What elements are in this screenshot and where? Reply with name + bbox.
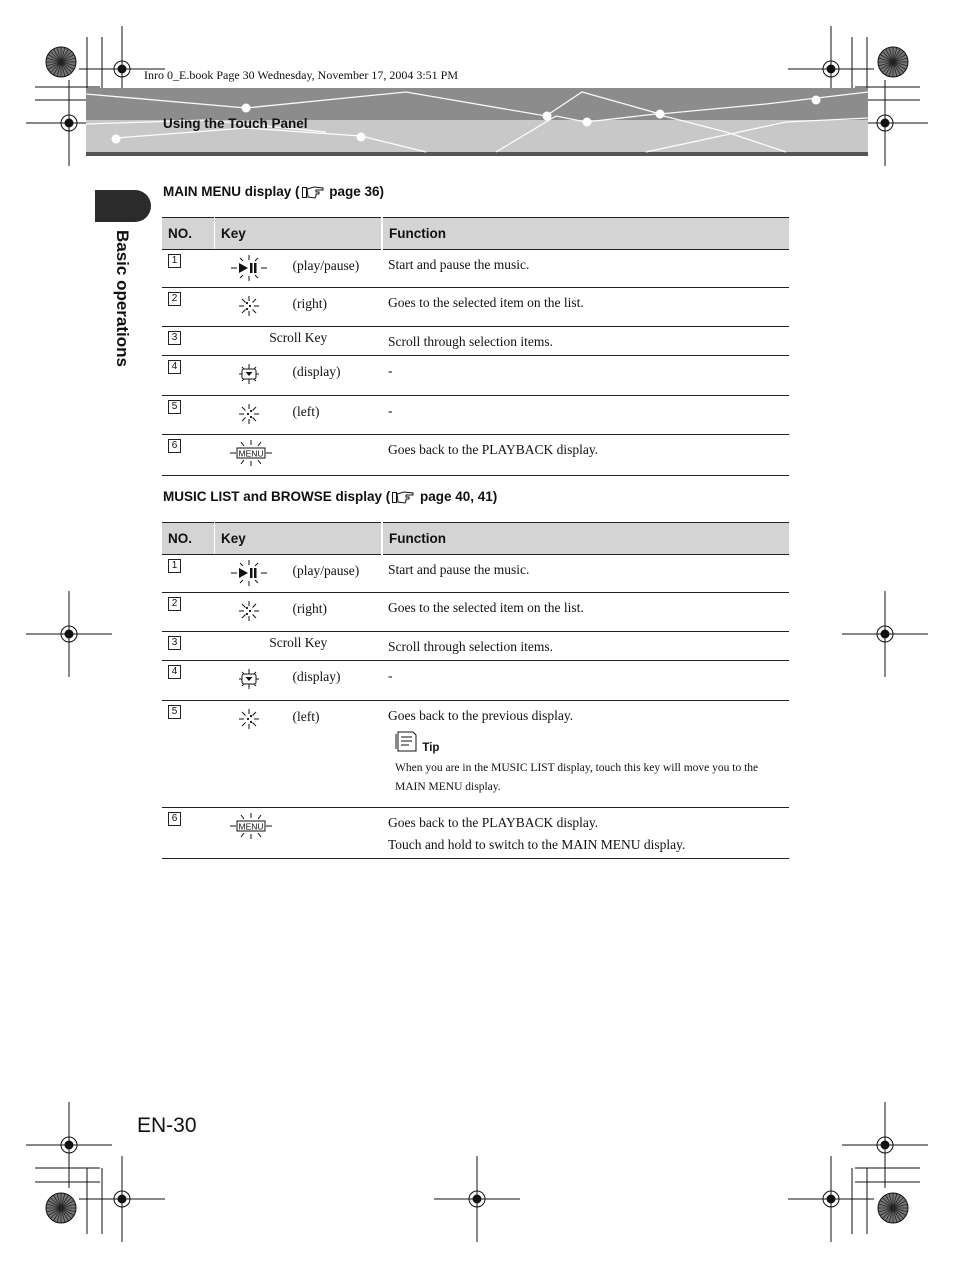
header-key: Key [215,218,383,250]
table-row [162,632,789,661]
key-cell [215,250,383,288]
right-arrow-icon [229,292,269,324]
table-row [162,396,789,435]
row-number: 3 [168,331,181,345]
function-cell [382,555,789,593]
registration-target [79,1156,165,1242]
function-text: Goes back to the previous display. [388,708,574,723]
function-text: - [388,668,393,683]
function-cell [382,701,789,808]
registration-target [26,1102,112,1188]
function-cell [382,288,789,327]
key-cell [215,632,383,661]
row-number-cell [162,356,215,396]
table-row [162,593,789,632]
row-number-cell [162,250,215,288]
left-arrow-icon [229,400,269,432]
function-text: Scroll through selection items. [388,639,553,654]
row-number-cell [162,593,215,632]
key-cell [215,356,383,396]
key-cell [215,661,383,701]
registration-target [26,591,112,677]
row-number: 2 [168,597,181,611]
row-number: 5 [168,400,181,414]
display-icon [229,665,269,697]
color-bar-starburst [46,1193,76,1223]
header-function: Function [382,218,789,250]
key-cell [215,396,383,435]
key-label: (right) [292,601,327,616]
table-row [162,555,789,593]
section-title: Using the Touch Panel [163,116,308,131]
table2-heading-suffix: page 40, 41) [416,489,498,504]
table2-heading-prefix: MUSIC LIST and BROWSE display ( [163,489,391,504]
row-number-cell [162,661,215,701]
display-icon [229,360,269,392]
key-label: (right) [292,296,327,311]
key-cell [215,808,383,859]
key-label: Scroll Key [269,330,328,345]
row-number: 5 [168,705,181,719]
key-label: (display) [292,669,341,684]
right-arrow-icon [229,597,269,629]
row-number-cell [162,327,215,356]
row-number-cell [162,288,215,327]
left-arrow-icon [229,705,269,737]
side-label: Basic operations [113,230,132,367]
header-key: Key [215,523,383,555]
function-text: Goes to the selected item on the list. [388,295,584,310]
function-cell [382,396,789,435]
header-function: Function [382,523,789,555]
function-text: Goes back to the PLAYBACK display. [388,815,599,830]
row-number-cell [162,435,215,476]
row-number: 2 [168,292,181,306]
table-row [162,701,789,808]
function-text: Goes to the selected item on the list. [388,600,584,615]
table1-heading-suffix: page 36) [325,184,385,199]
table1-heading [163,184,384,202]
tip-box [388,729,783,797]
row-number: 6 [168,439,181,453]
key-label: (play/pause) [292,563,360,578]
pointing-hand-icon [392,490,414,507]
menu-icon [229,439,273,471]
table-row [162,288,789,327]
table-row [162,327,789,356]
registration-target [434,1156,520,1242]
row-number-cell [162,396,215,435]
registration-target [842,591,928,677]
row-number-cell [162,632,215,661]
side-tab [95,190,151,222]
registration-target [842,1102,928,1188]
row-number-cell [162,701,215,808]
page-number: EN-30 [137,1114,197,1137]
svg-text:MENU: MENU [237,448,264,459]
function-cell [382,632,789,661]
function-text: Start and pause the music. [388,562,530,577]
function-cell [382,250,789,288]
row-number: 3 [168,636,181,650]
function-text: Scroll through selection items. [388,334,553,349]
function-cell [382,593,789,632]
color-bar-starburst [878,47,908,77]
function-text: - [388,363,393,378]
key-cell [215,701,383,808]
table-row [162,356,789,396]
key-label: (display) [292,364,341,379]
row-number-cell [162,808,215,859]
row-number: 6 [168,812,181,826]
function-text: Goes back to the PLAYBACK display. [388,442,599,457]
registration-target [788,1156,874,1242]
table-row [162,661,789,701]
play-pause-icon [229,559,269,591]
function-text: Touch and hold to switch to the MAIN MENU display. [388,837,686,852]
header-no: NO. [162,218,215,250]
function-cell [382,327,789,356]
key-label: (left) [292,709,320,724]
function-cell [382,435,789,476]
key-cell [215,435,383,476]
menu-icon [229,812,273,844]
table-row [162,250,789,288]
key-label: (left) [292,404,320,419]
row-number: 1 [168,559,181,573]
tip-text: When you are in the MUSIC LIST display, touch this key will move you to the MAIN MENU display. [395,762,759,793]
row-number: 4 [168,360,181,374]
function-cell [382,356,789,396]
main-menu-key-table [162,217,789,476]
function-cell [382,808,789,859]
header-no: NO. [162,523,215,555]
pointing-hand-icon [302,185,324,202]
row-number: 4 [168,665,181,679]
function-text: Start and pause the music. [388,257,530,272]
row-number-cell [162,555,215,593]
function-text: - [388,403,393,418]
key-cell [215,288,383,327]
key-label: Scroll Key [269,635,328,650]
color-bar-starburst [878,1193,908,1223]
table-row [162,435,789,476]
color-bar-starburst [46,47,76,77]
svg-text:MENU: MENU [237,821,264,832]
key-label: (play/pause) [292,258,360,273]
table-row [162,808,789,859]
key-cell [215,555,383,593]
tip-icon [395,737,419,752]
play-pause-icon [229,254,269,286]
table2-heading [163,489,497,507]
music-list-key-table [162,522,789,859]
print-info: Inro 0_E.book Page 30 Wednesday, November 17, 2004 3:51 PM [144,68,458,82]
row-number: 1 [168,254,181,268]
tip-title: Tip [422,742,440,754]
table1-heading-prefix: MAIN MENU display ( [163,184,300,199]
function-cell [382,661,789,701]
key-cell [215,593,383,632]
key-cell [215,327,383,356]
